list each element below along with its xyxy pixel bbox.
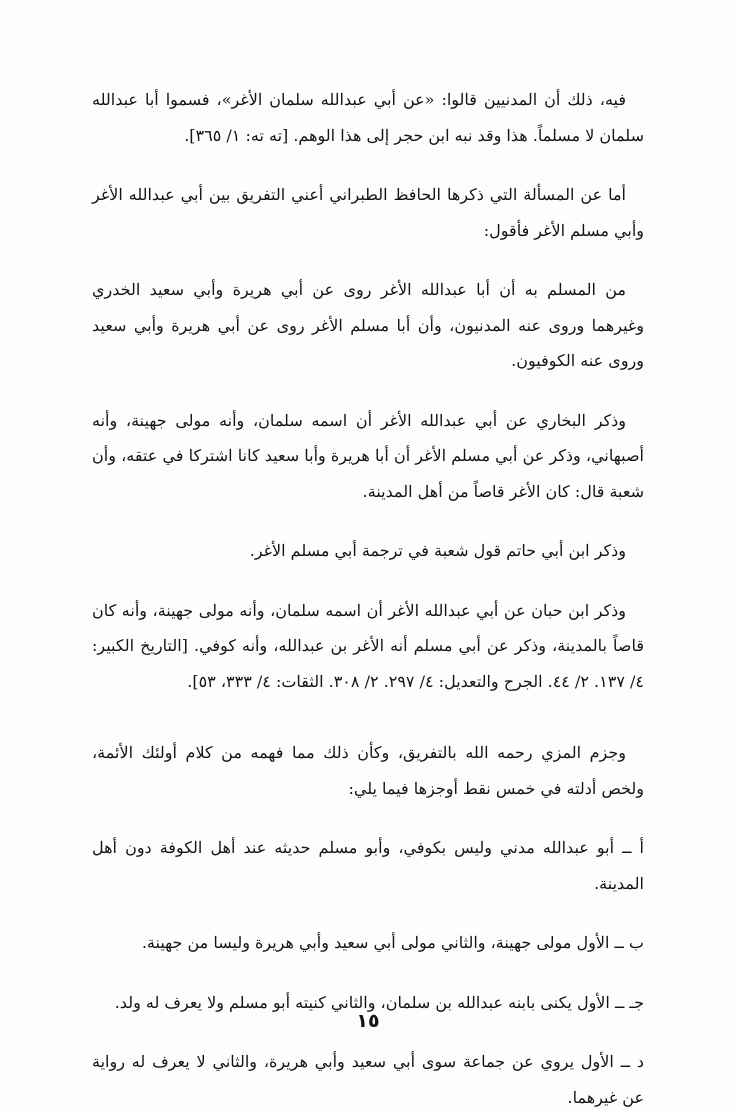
paragraph-7: وجزم المزي رحمه الله بالتفريق، وكأن ذلك مما فهمه من كلام أولئك الأئمة، ولخص أدلته في خمس نقط أوجزها فيما يلي: [92,743,644,798]
page-number: ١٥ [356,1010,380,1032]
point-c: جـ ــ الأول يكنى بابنه عبدالله بن سلمان، والثاني كنيته أبو مسلم ولا يعرف له ولد. [114,992,644,1012]
paragraph-3: من المسلم به أن أبا عبدالله الأغر روى عن أبي هريرة وأبي سعيد الخدري وغيرهما وروى عنه المدنيون، وأن أبا مسلم الأغر روى عن أبي هريرة وأبي سعيد وروى عنه الكوفيون. [92,280,644,370]
paragraph-5: وذكر ابن أبي حاتم قول شعبة في ترجمة أبي مسلم الأغر. [249,541,626,560]
point-d: د ــ الأول يروي عن جماعة سوى أبي سعيد وأبي هريرة، والثاني لا يعرف له رواية عن غيرهما. [92,1052,645,1107]
paragraph-1: فيه، ذلك أن المدنيين قالوا: «عن أبي عبدالله سلمان الأغر»، فسموا أبا عبدالله سلمان لا مسلماً. هذا وقد نبه ابن حجر إلى هذا الوهم. [ته ته: ١/ ٣٦٥]. [92,90,644,145]
point-b: ب ــ الأول مولى جهينة، والثاني مولى أبي سعيد وأبي هريرة وليسا من جهينة. [141,933,644,952]
point-a: أ ــ أبو عبدالله مدني وليس بكوفي، وأبو مسلم حديثه عند أهل الكوفة دون أهل المدينة. [92,838,644,893]
paragraph-4: وذكر البخاري عن أبي عبدالله الأغر أن اسمه سلمان، وأنه مولى جهينة، وأنه أصبهاني، وذكر عن أبي مسلم الأغر أن أبا هريرة وأبا سعيد كانا اشتركا في عتقه، وأن شعبة قال: كان الأغر قاصاً من أهل المدينة. [92,410,644,501]
paragraph-6: وذكر ابن حبان عن أبي عبدالله الأغر أن اسمه سلمان، وأنه مولى جهينة، وأنه كان قاصاً بالمدينة، وذكر عن أبي مسلم أنه الأغر بن عبدالله، وأنه كوفي. [التاريخ الكبير: ٤/ ١٣٧. ٢/ ٤٤. الجرح والتعديل: ٤/ ٢٩٧. ٢/ ٣٠٨. الثقات: ٤/ ٣٣٣، ٥٣]. [92,600,644,691]
paragraph-2: أما عن المسألة التي ذكرها الحافظ الطبراني أعني التفريق بين أبي عبدالله الأغر وأبي مسلم الأغر فأقول: [92,185,644,240]
page-body [92,82,644,1115]
